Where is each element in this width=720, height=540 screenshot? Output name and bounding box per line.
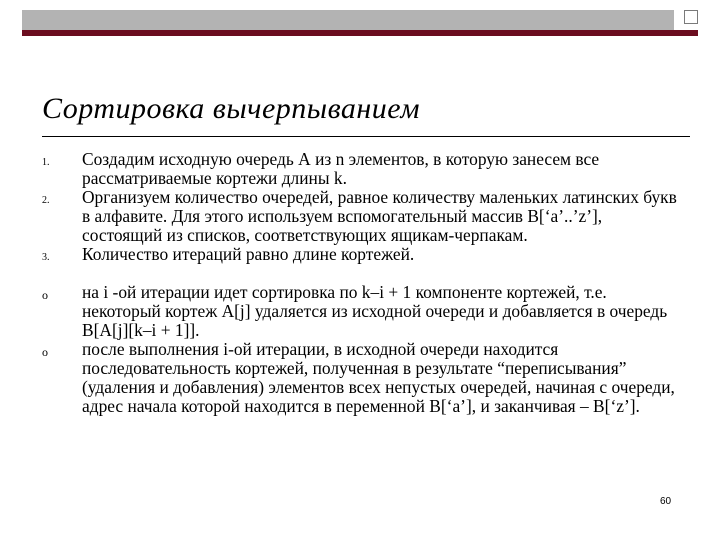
header-decoration [22,10,698,30]
item-text: Создадим исходную очередь А из n элементов, в которую занесем все рассматриваемые кортежи длины k. [82,149,600,188]
bullet-marker-icon: o [42,288,48,302]
numbered-item [42,150,682,188]
bullet-marker-icon: o [42,345,48,359]
page-number: 60 [660,496,672,507]
item-text: после выполнения i-ой итерации, в исходной очереди находится последовательность кортежей, полученная в результате “переписывания” (удаления и добавления) элементов всех непустых очередей, начиная с очереди, адрес начала которой находится в переменной B[‘a’], и заканчивая – B[‘z’]. [82,339,675,416]
bullet-item [42,283,682,340]
item-number: 1. [42,157,50,168]
slide-title: Сортировка вычерпыванием [42,92,420,125]
header-gray-bar [22,10,674,30]
title-underline [42,136,690,137]
header-accent-line [22,30,698,36]
slide-body [42,150,682,416]
item-number: 2. [42,195,50,206]
item-text: Количество итераций равно длине кортежей. [82,244,415,264]
bullet-item [42,340,682,416]
item-number: 3. [42,252,50,263]
numbered-item [42,245,682,264]
item-text: Организуем количество очередей, равное количеству маленьких латинских букв в алфавите. Для этого используем вспомогательный массив B[‘a’..’z’], состоящий из списков, соответствующих ящикам-черпакам. [82,187,677,245]
item-text: на i -ой итерации идет сортировка по k–i + 1 компоненте кортежей, т.е. некоторый кортеж A[j] удаляется из исходной очереди и добавляется в очередь B[A[j][k–i + 1]]. [82,282,668,340]
header-square-icon [684,10,698,24]
numbered-item [42,188,682,245]
